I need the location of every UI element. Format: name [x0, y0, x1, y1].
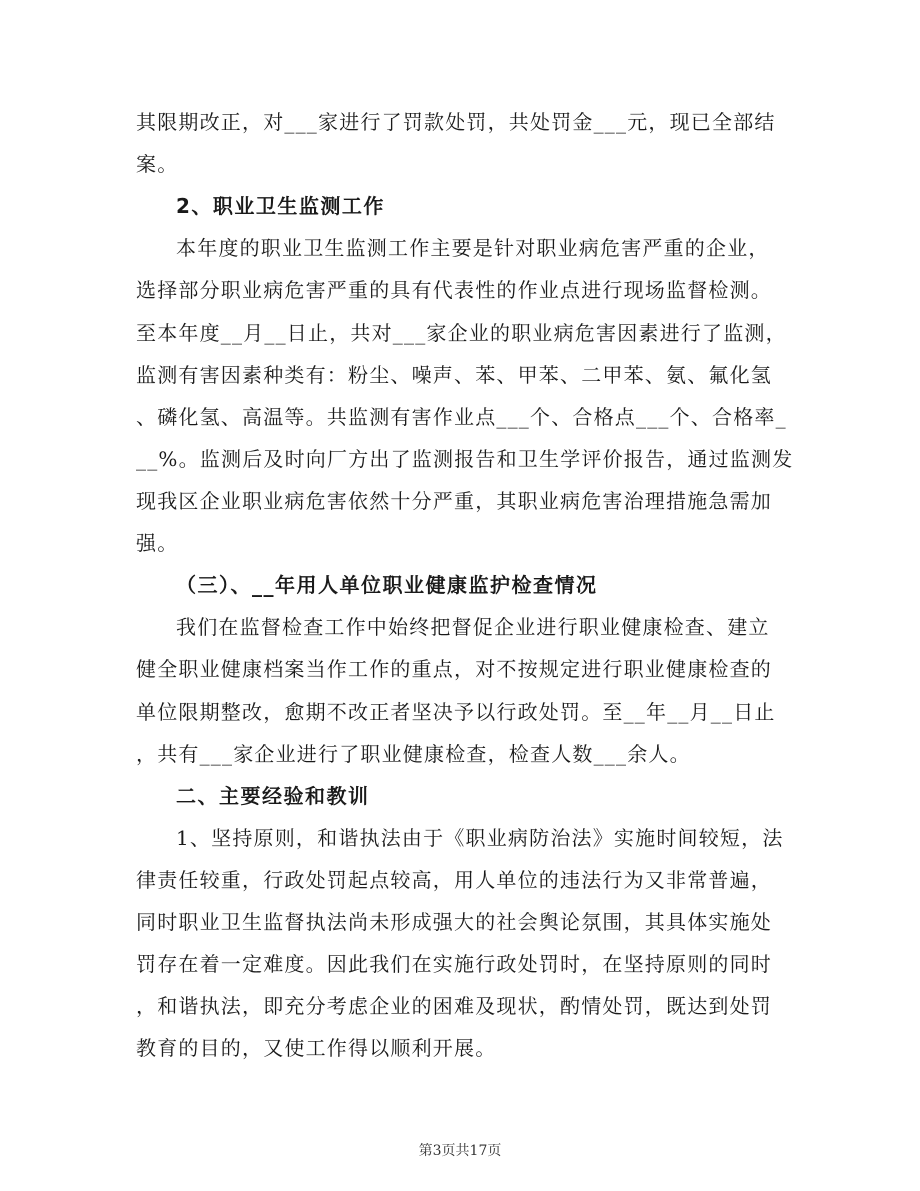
paragraph-line: __%。监测后及时向厂方出了监测报告和卫生学评价报告，通过监测发	[136, 447, 794, 471]
page-number-footer: 第3页共17页	[418, 1143, 502, 1159]
paragraph-line: ，和谐执法，即充分考虑企业的困难及现状，酌情处罚，既达到处罚	[136, 994, 772, 1018]
paragraph-line: 至本年度__月__日止，共对___家企业的职业病危害因素进行了监测，	[136, 321, 787, 345]
paragraph-line: ，共有___家企业进行了职业健康检查，检查人数___余人。	[136, 742, 691, 766]
paragraph-line: 强。	[136, 531, 179, 555]
paragraph-line: 我们在监督检查工作中始终把督促企业进行职业健康检查、建立	[176, 615, 770, 639]
paragraph-line: 选择部分职业病危害严重的具有代表性的作业点进行现场监督检测。	[136, 278, 772, 302]
paragraph-line: 、磷化氢、高温等。共监测有害作业点___个、合格点___个、合格率_	[136, 405, 787, 429]
paragraph-line: 律责任较重，行政处罚起点较高，用人单位的违法行为又非常普遍，	[136, 868, 772, 892]
paragraph-line: 1、坚持原则，和谐执法由于《职业病防治法》实施时间较短，法	[176, 826, 784, 850]
paragraph-line: 罚存在着一定难度。因此我们在实施行政处罚时，在坚持原则的同时	[136, 952, 772, 976]
section-heading: 2、职业卫生监测工作	[176, 194, 385, 218]
paragraph-line: 其限期改正，对___家进行了罚款处罚，共处罚金___元，现已全部结	[136, 110, 776, 134]
paragraph-line: 现我区企业职业病危害依然十分严重，其职业病危害治理措施急需加	[136, 489, 772, 513]
section-heading: （三）、__年用人单位职业健康监护检查情况	[176, 573, 598, 597]
paragraph-line: 监测有害因素种类有：粉尘、噪声、苯、甲苯、二甲苯、氨、氟化氢	[136, 363, 772, 387]
paragraph-line: 同时职业卫生监督执法尚未形成强大的社会舆论氛围，其具体实施处	[136, 910, 772, 934]
paragraph-line: 单位限期整改，愈期不改正者坚决予以行政处罚。至__年__月__日止	[136, 700, 776, 724]
paragraph-line: 健全职业健康档案当作工作的重点，对不按规定进行职业健康检查的	[136, 657, 772, 681]
section-heading: 二、主要经验和教训	[176, 784, 370, 808]
paragraph-line: 教育的目的，又使工作得以顺利开展。	[136, 1036, 497, 1060]
paragraph-line: 本年度的职业卫生监测工作主要是针对职业病危害严重的企业，	[176, 236, 770, 260]
paragraph-line: 案。	[136, 152, 179, 176]
